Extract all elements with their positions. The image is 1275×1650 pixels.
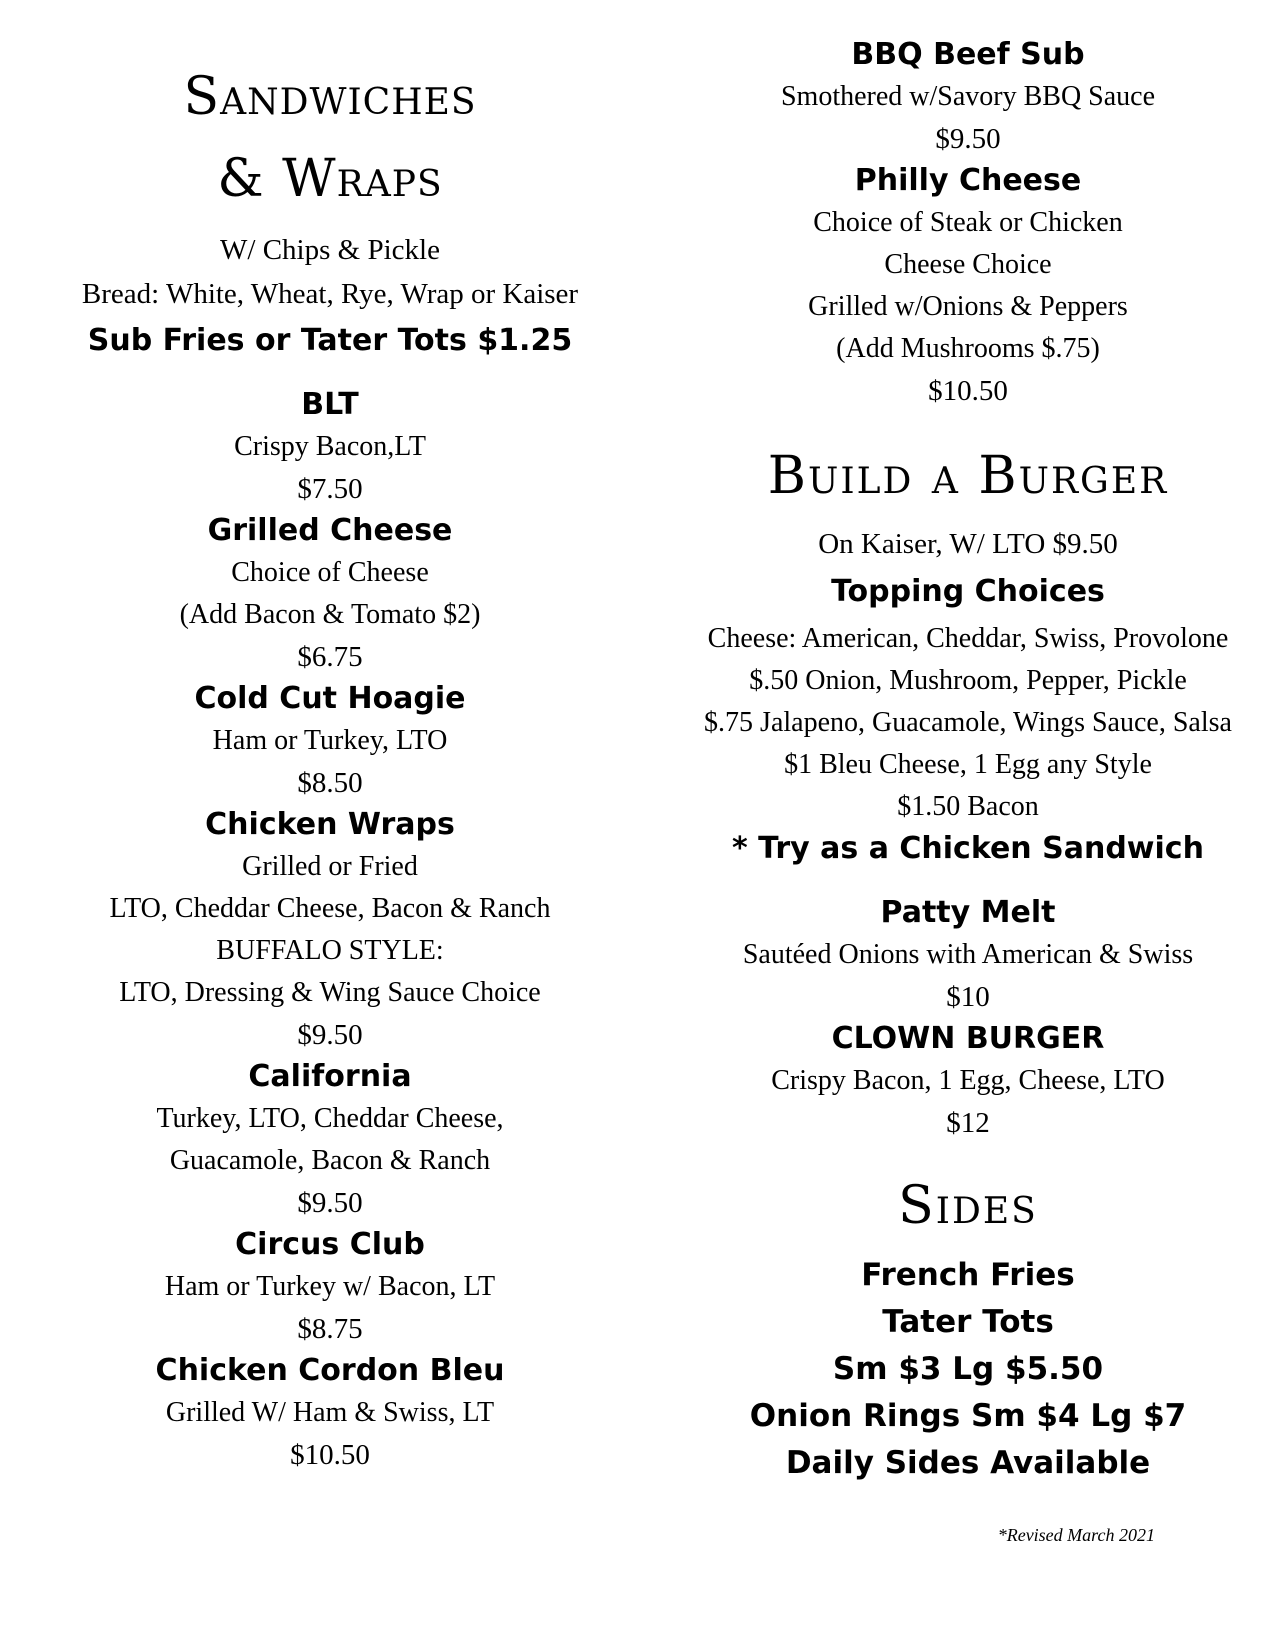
item-name: Chicken Wraps [205,807,455,842]
menu-item-chicken-wraps [0,804,660,1056]
item-price: $9.50 [297,1187,363,1219]
item-price: $6.75 [297,641,363,673]
item-name: Cold Cut Hoagie [194,681,466,716]
sides-list [668,1252,1268,1487]
chicken-sandwich-note: * Try as a Chicken Sandwich [732,831,1204,866]
right-column [668,0,1268,1487]
menu-item-philly-cheese [668,160,1268,412]
item-desc: Choice of Steak or Chicken [813,207,1123,238]
burger-intro: On Kaiser, W/ LTO $9.50 [818,528,1118,560]
sandwiches-column [0,0,660,1476]
item-desc: Crispy Bacon, 1 Egg, Cheese, LTO [771,1065,1165,1096]
side-line: Tater Tots [882,1304,1054,1340]
item-name: Circus Club [235,1227,425,1262]
menu-item-bbq-beef-sub [668,34,1268,160]
menu-item-cold-cut-hoagie [0,678,660,804]
item-desc: Crispy Bacon,LT [234,431,426,462]
item-price: $9.50 [935,123,1001,155]
item-price: $9.50 [297,1019,363,1051]
menu-item-blt [0,384,660,510]
item-name: BBQ Beef Sub [851,37,1085,72]
topping-line: Cheese: American, Cheddar, Swiss, Provolone [707,623,1229,654]
item-desc: (Add Mushrooms $.75) [836,333,1100,364]
menu-item-patty-melt [668,892,1268,1018]
side-line: Onion Rings Sm $4 Lg $7 [749,1398,1187,1434]
item-desc: Ham or Turkey w/ Bacon, LT [164,1271,496,1302]
side-line: French Fries [861,1257,1075,1293]
sandwiches-intro-bread: Bread: White, Wheat, Rye, Wrap or Kaiser [81,278,579,310]
item-name: Philly Cheese [854,163,1082,198]
side-line: Daily Sides Available [785,1445,1151,1481]
item-desc: Cheese Choice [884,249,1052,280]
item-desc: Choice of Cheese [231,557,429,588]
item-price: $10 [946,981,990,1013]
sides-title: Sides [898,1176,1038,1236]
item-desc: Grilled or Fried [242,851,418,882]
item-desc: LTO, Cheddar Cheese, Bacon & Ranch [109,893,551,924]
menu-item-california [0,1056,660,1224]
topping-line: $.50 Onion, Mushroom, Pepper, Pickle [749,665,1187,696]
item-price: $7.50 [297,473,363,505]
burger-title: Build a Burger [767,446,1169,506]
item-price: $8.50 [297,767,363,799]
item-desc: Guacamole, Bacon & Ranch [169,1145,491,1176]
item-desc: BUFFALO STYLE: [216,935,444,966]
item-name: BLT [301,387,359,422]
item-price: $12 [946,1107,990,1139]
sandwiches-intro-chips: W/ Chips & Pickle [220,234,440,266]
item-name: CLOWN BURGER [831,1021,1105,1056]
item-name: Grilled Cheese [207,513,453,548]
topping-list [668,618,1268,828]
menu-item-chicken-cordon-bleu [0,1350,660,1476]
item-desc: Grilled w/Onions & Peppers [808,291,1128,322]
sandwiches-sub-fries: Sub Fries or Tater Tots $1.25 [87,323,573,358]
menu-item-grilled-cheese [0,510,660,678]
side-line: Sm $3 Lg $5.50 [832,1351,1104,1387]
item-name: California [248,1059,412,1094]
item-desc: Ham or Turkey, LTO [212,725,448,756]
item-desc: LTO, Dressing & Wing Sauce Choice [119,977,541,1008]
item-price: $8.75 [297,1313,363,1345]
item-desc: Sautéed Onions with American & Swiss [742,939,1194,970]
menu-item-circus-club [0,1224,660,1350]
item-price: $10.50 [928,375,1008,407]
item-name: Chicken Cordon Bleu [155,1353,505,1388]
topping-line: $1 Bleu Cheese, 1 Egg any Style [784,749,1152,780]
item-price: $10.50 [290,1439,370,1471]
revised-note: *Revised March 2021 [997,1525,1155,1545]
topping-line: $.75 Jalapeno, Guacamole, Wings Sauce, Salsa [704,707,1232,738]
sandwiches-title-line2: & Wraps [217,149,443,209]
topping-choices-title: Topping Choices [831,574,1105,609]
item-name: Patty Melt [880,895,1056,930]
item-desc: Smothered w/Savory BBQ Sauce [780,81,1156,112]
item-desc: Turkey, LTO, Cheddar Cheese, [156,1103,504,1134]
menu-item-clown-burger [668,1018,1268,1144]
item-desc: Grilled W/ Ham & Swiss, LT [165,1397,495,1428]
topping-line: $1.50 Bacon [897,791,1039,822]
sandwiches-title-line1: Sandwiches [183,67,477,127]
item-desc: (Add Bacon & Tomato $2) [179,599,481,630]
